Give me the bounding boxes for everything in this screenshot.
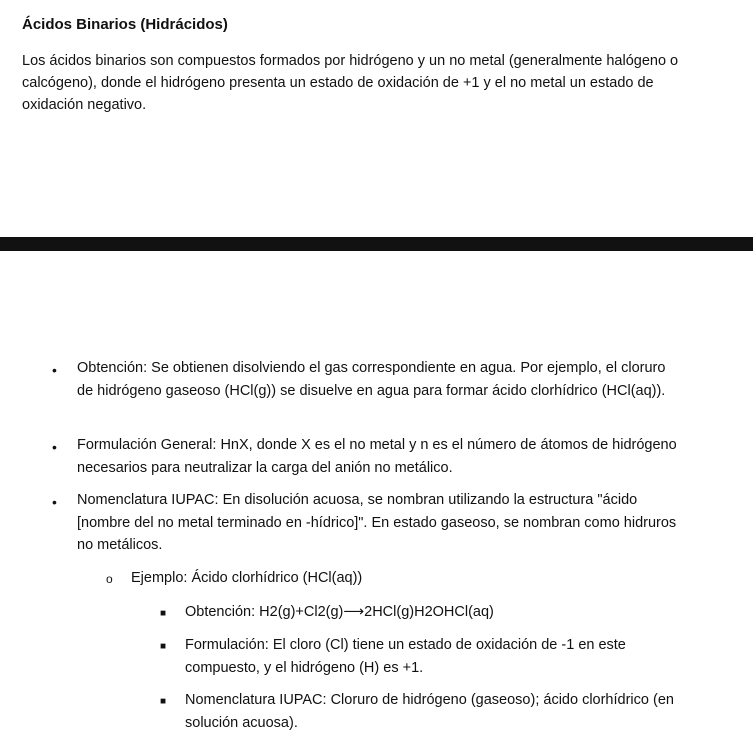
bullet-marker: • bbox=[52, 362, 57, 378]
bullet-marker: • bbox=[52, 439, 57, 455]
example-label: Ejemplo: Ácido clorhídrico (HCl(aq)) bbox=[131, 570, 363, 586]
bullet-obtencion: Obtención: Se obtienen disolviendo el gas correspondiente en agua. Por ejemplo, el cloruro de hidrógeno gaseoso (HCl(g)) se disuelve en agua para formar ácido clorhídrico (HCl(aq)). bbox=[77, 360, 666, 399]
sub-sub-bullet-marker: ■ bbox=[160, 608, 167, 619]
document-title: Ácidos Binarios (Hidrácidos) bbox=[22, 16, 228, 33]
sub-sub-bullet-marker: ■ bbox=[160, 696, 167, 707]
bullet-formulacion: Formulación General: HnX, donde X es el no metal y n es el número de átomos de hidrógeno necesarios para neutralizar la carga del anión no metálico. bbox=[77, 437, 677, 476]
sub-sub-bullet-marker: ■ bbox=[160, 641, 167, 652]
section-divider bbox=[0, 237, 753, 251]
example-nomenclatura: Nomenclatura IUPAC: Cloruro de hidrógeno (gaseoso); ácido clorhídrico (en solución acuosa). bbox=[185, 692, 674, 731]
intro-paragraph: Los ácidos binarios son compuestos formados por hidrógeno y un no metal (generalmente halógeno o calcógeno), donde el hidrógeno presenta un estado de oxidación de +1 y el no metal un estado de oxidación negativo. bbox=[22, 53, 679, 113]
bullet-nomenclatura: Nomenclatura IUPAC: En disolución acuosa, se nombran utilizando la estructura "ácido [nombre del no metal terminado en -hídrico]". En estado gaseoso, se nombran como hidruros no metálicos. bbox=[77, 492, 677, 553]
example-obtencion: Obtención: H2(g)+Cl2(g)⟶2HCl(g)H2OHCl(aq) bbox=[185, 604, 494, 620]
bullet-marker: • bbox=[52, 494, 57, 510]
example-formulacion: Formulación: El cloro (Cl) tiene un estado de oxidación de -1 en este compuesto, y el hidrógeno (H) es +1. bbox=[185, 637, 626, 676]
sub-bullet-marker: o bbox=[106, 572, 113, 586]
